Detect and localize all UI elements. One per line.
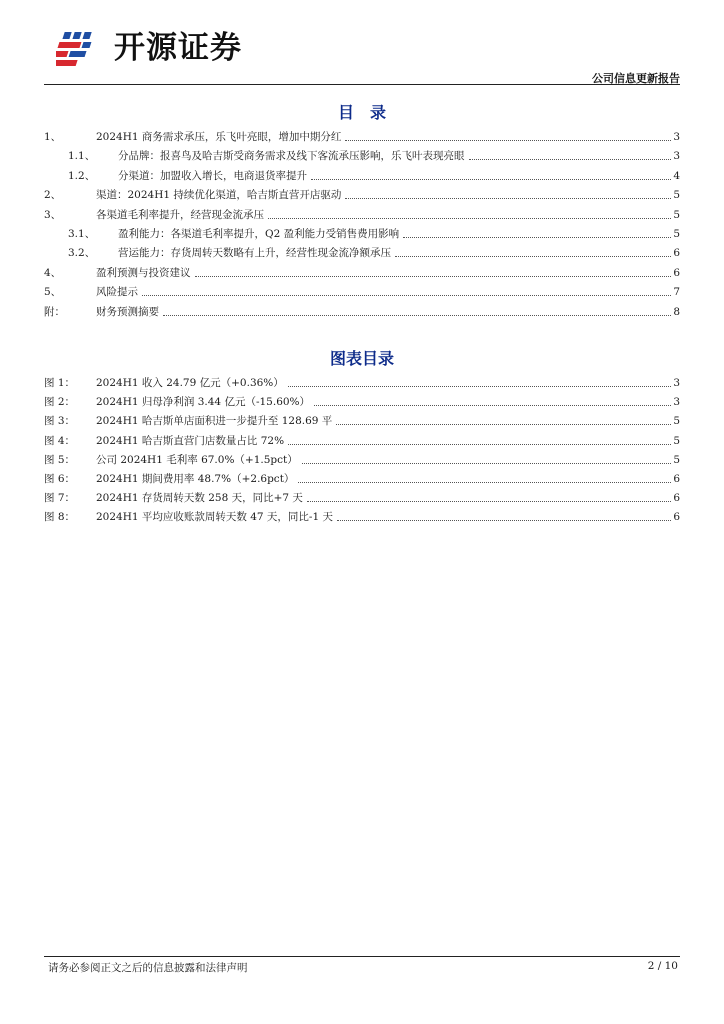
entry-page-number: 3 — [673, 131, 680, 143]
entry-page-number: 5 — [673, 453, 680, 466]
toc-entry[interactable] — [68, 147, 680, 163]
entry-page-number: 6 — [673, 266, 680, 279]
leader-dots — [337, 519, 671, 521]
entry-number: 3.1、 — [68, 228, 96, 240]
entry-label — [44, 395, 312, 409]
entry-text: 2024H1 哈吉斯直营门店数量占比 72% — [96, 434, 285, 447]
entry-text: 分渠道：加盟收入增长，电商退货率提升 — [118, 169, 307, 182]
leader-dots — [298, 481, 671, 483]
entry-text: 盈利能力：各渠道毛利率提升，Q2 盈利能力受销售费用影响 — [118, 228, 400, 240]
entry-label — [68, 169, 309, 183]
entry-number: 图 8： — [44, 511, 76, 524]
entry-page-number: 5 — [673, 415, 680, 428]
entry-number: 1.2、 — [68, 169, 96, 182]
entry-text: 营运能力：存货周转天数略有上升，经营性现金流净额承压 — [118, 247, 391, 260]
entry-text: 2024H1 商务需求承压，乐飞叶亮眼，增加中期分红 — [96, 131, 342, 143]
brand-logo — [56, 28, 242, 68]
entry-text: 2024H1 哈吉斯单店面积进一步提升至 128.69 平 — [96, 415, 333, 428]
toc-title: 目 录 — [337, 103, 386, 122]
leader-dots — [469, 158, 672, 160]
toc-entry[interactable] — [44, 206, 680, 222]
leader-dots — [403, 236, 671, 238]
entry-number: 3.2、 — [68, 247, 96, 260]
leader-dots — [288, 443, 671, 445]
entry-number: 附： — [44, 305, 65, 318]
leader-dots — [307, 500, 671, 502]
entry-label — [44, 414, 334, 428]
leader-dots — [302, 462, 672, 464]
entry-page-number: 5 — [673, 434, 680, 447]
footer-disclaimer: 请务必参阅正文之后的信息披露和法律声明 — [48, 962, 248, 974]
entry-label — [44, 285, 140, 299]
entry-text: 2024H1 存货周转天数 258 天，同比+7 天 — [96, 492, 303, 505]
footer-divider — [44, 956, 680, 957]
entry-page-number: 6 — [673, 492, 680, 505]
entry-page-number: 4 — [673, 169, 680, 182]
entry-number: 1.1、 — [68, 150, 96, 163]
leader-dots — [311, 178, 671, 180]
leader-dots — [345, 139, 671, 141]
entry-number: 图 2： — [44, 396, 76, 409]
leader-dots — [395, 255, 671, 257]
entry-label — [44, 434, 286, 448]
toc-entry[interactable] — [44, 186, 680, 202]
entry-page-number: 6 — [673, 247, 680, 260]
toc-entry[interactable] — [68, 167, 680, 183]
toc-entry[interactable] — [68, 225, 680, 241]
entry-number: 图 4： — [44, 434, 76, 447]
figure-entry[interactable] — [44, 374, 680, 390]
leader-dots — [288, 385, 672, 387]
entry-number: 3、 — [44, 208, 62, 221]
entry-label — [44, 208, 266, 222]
entry-text: 风险提示 — [96, 286, 138, 299]
entry-page-number: 3 — [673, 377, 680, 389]
toc-entry[interactable] — [44, 264, 680, 280]
toc-entry[interactable] — [68, 244, 680, 260]
brand-logo-icon — [56, 28, 108, 68]
entry-number: 5、 — [44, 286, 62, 299]
entry-page-number: 6 — [673, 511, 680, 524]
leader-dots — [345, 197, 671, 199]
entry-label — [44, 266, 193, 280]
leader-dots — [142, 294, 671, 296]
entry-number: 图 5： — [44, 453, 76, 466]
entry-page-number: 7 — [673, 286, 680, 299]
entry-text: 2024H1 收入 24.79 亿元（+0.36%） — [96, 377, 284, 389]
entry-label — [44, 305, 161, 319]
entry-text: 2024H1 归母净利润 3.44 亿元（-15.60%） — [96, 396, 311, 409]
entry-text: 公司 2024H1 毛利率 67.0%（+1.5pct） — [96, 453, 298, 466]
entry-number: 4、 — [44, 266, 62, 279]
figure-entry[interactable] — [44, 393, 680, 409]
figure-entry[interactable] — [44, 451, 680, 467]
entry-number: 图 7： — [44, 492, 76, 505]
entry-page-number: 8 — [673, 305, 680, 318]
entry-label — [44, 510, 335, 524]
leader-dots — [163, 314, 671, 316]
entry-page-number: 3 — [673, 150, 680, 163]
header-divider — [44, 84, 680, 85]
entry-text: 2024H1 平均应收账款周转天数 47 天，同比-1 天 — [96, 511, 333, 524]
entry-number: 图 1： — [44, 377, 76, 389]
entry-page-number: 6 — [673, 473, 680, 485]
figures-title: 图表目录 — [329, 349, 394, 368]
leader-dots — [268, 217, 671, 219]
leader-dots — [314, 404, 671, 406]
entry-page-number: 3 — [673, 396, 680, 409]
entry-text: 盈利预测与投资建议 — [96, 266, 191, 279]
brand-name: 开源证券 — [114, 30, 242, 66]
entry-number: 图 3： — [44, 415, 76, 428]
entry-page-number: 5 — [673, 228, 680, 240]
entry-page-number: 5 — [673, 208, 680, 221]
figure-entry[interactable] — [44, 470, 680, 486]
page-indicator: 2 / 10 — [647, 960, 678, 972]
entry-text: 分品牌：报喜鸟及哈吉斯受商务需求及线下客流承压影响，乐飞叶表现亮眼 — [118, 150, 465, 163]
toc-entry[interactable] — [44, 283, 680, 299]
figure-entry[interactable] — [44, 489, 680, 505]
entry-page-number: 5 — [673, 189, 680, 202]
leader-dots — [195, 275, 672, 277]
figure-entry[interactable] — [44, 412, 680, 428]
entry-label — [44, 491, 305, 505]
entry-number: 图 6： — [44, 473, 76, 485]
entry-text: 财务预测摘要 — [96, 305, 159, 318]
document-type: 公司信息更新报告 — [592, 72, 680, 85]
entry-label — [68, 149, 467, 163]
entry-label — [68, 227, 401, 241]
entry-label — [68, 246, 393, 260]
leader-dots — [336, 423, 671, 425]
entry-text: 各渠道毛利率提升，经营现金流承压 — [96, 208, 264, 221]
entry-label — [44, 130, 343, 144]
entry-label — [44, 188, 343, 202]
toc-entry[interactable] — [44, 303, 680, 319]
entry-text: 2024H1 期间费用率 48.7%（+2.6pct） — [96, 473, 295, 485]
entry-text: 渠道：2024H1 持续优化渠道，哈吉斯直营开店驱动 — [96, 189, 342, 202]
entry-label — [44, 453, 300, 467]
toc-entry[interactable] — [44, 128, 680, 144]
figure-entry[interactable] — [44, 432, 680, 448]
entry-label — [44, 472, 296, 486]
entry-number: 2、 — [44, 189, 62, 202]
entry-number: 1、 — [44, 131, 62, 143]
entry-label — [44, 376, 286, 390]
figure-entry[interactable] — [44, 508, 680, 524]
